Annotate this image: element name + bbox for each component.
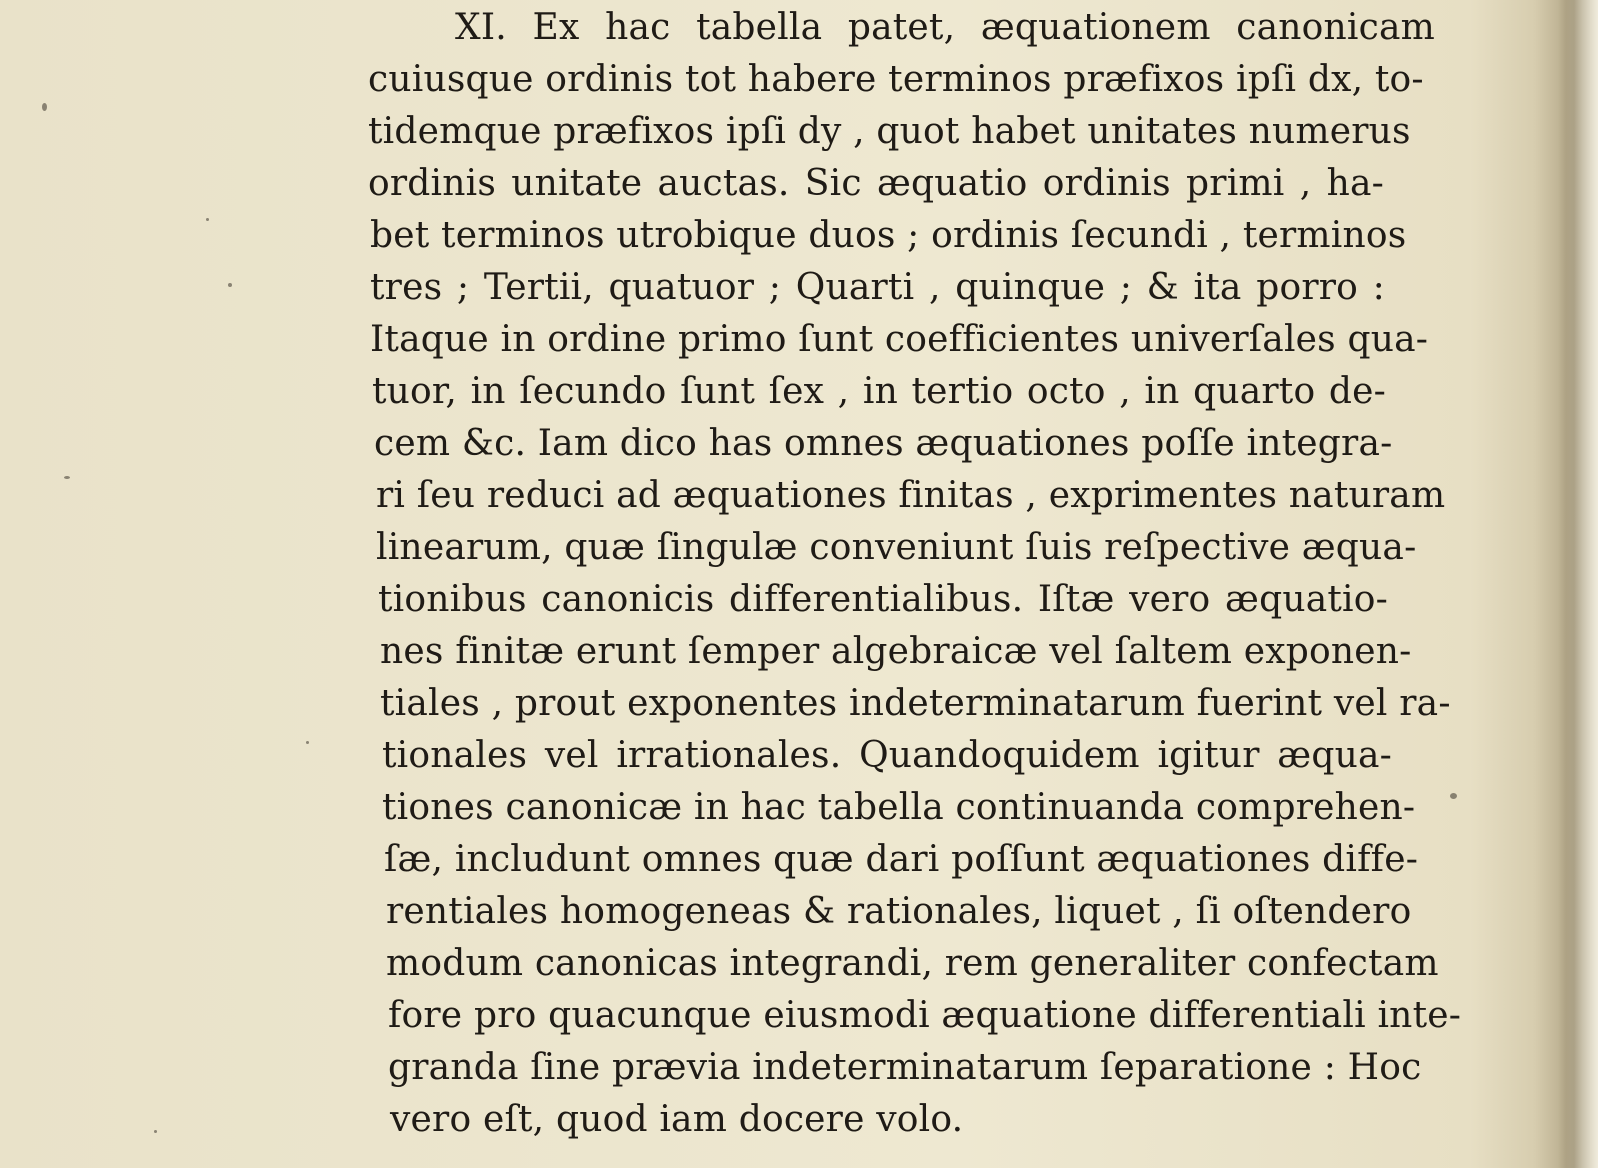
paper-speck <box>228 283 232 287</box>
text-line: tiones canonicæ in hac tabella continuanda comprehen- <box>382 787 1416 828</box>
text-line: ri ſeu reduci ad æquationes finitas , exprimentes naturam <box>376 475 1446 516</box>
paper-speck <box>64 476 70 479</box>
text-line: tuor, in ſecundo ſunt ſex , in tertio octo , in quarto de- <box>372 371 1386 412</box>
text-line: cem &c. Iam dico has omnes æquationes poſſe integra- <box>374 423 1393 464</box>
text-line: tionibus canonicis differentialibus. Iſtæ vero æquatio- <box>378 579 1388 620</box>
paper-speck <box>154 1130 157 1133</box>
text-line: modum canonicas integrandi, rem generaliter confectam <box>386 943 1439 984</box>
text-line: tidemque præfixos ipſi dy , quot habet unitates numerus <box>368 111 1411 152</box>
text-line: ſæ, includunt omnes quæ dari poſſunt æquationes diffe- <box>384 839 1419 880</box>
text-line: tionales vel irrationales. Quandoquidem igitur æqua- <box>382 735 1392 776</box>
text-line: Itaque in ordine primo ſunt coefficientes univerſales qua- <box>370 319 1429 360</box>
paper-speck <box>206 218 209 221</box>
text-line: tres ; Tertii, quatuor ; Quarti , quinque ; & ita porro : <box>370 267 1385 308</box>
latin-text-paragraph <box>360 0 1462 1168</box>
text-line: cuiusque ordinis tot habere terminos præfixos ipſi dx, to- <box>368 59 1424 100</box>
text-line: vero eſt, quod iam docere volo. <box>390 1099 964 1140</box>
text-line: fore pro quacunque eiusmodi æquatione differentiali inte- <box>388 995 1462 1036</box>
text-line: bet terminos utrobique duos ; ordinis ſecundi , terminos <box>370 215 1407 256</box>
page-edge-shadow <box>1558 0 1598 1168</box>
paper-speck <box>1450 793 1457 799</box>
text-line: ordinis unitate auctas. Sic æquatio ordinis primi , ha- <box>368 163 1384 204</box>
text-line: XI. Ex hac tabella patet, æquationem canonicam <box>455 7 1435 48</box>
text-line: nes finitæ erunt ſemper algebraicæ vel ſaltem exponen- <box>380 631 1412 672</box>
paper-speck <box>42 103 47 111</box>
text-line: rentiales homogeneas & rationales, liquet , ſi oſtendero <box>386 891 1412 932</box>
paper-speck <box>306 741 309 744</box>
text-line: tiales , prout exponentes indeterminatarum fuerint vel ra- <box>380 683 1451 724</box>
text-line: linearum, quæ ſingulæ conveniunt ſuis reſpective æqua- <box>376 527 1417 568</box>
text-line: granda ſine prævia indeterminatarum ſeparatione : Hoc <box>388 1047 1422 1088</box>
